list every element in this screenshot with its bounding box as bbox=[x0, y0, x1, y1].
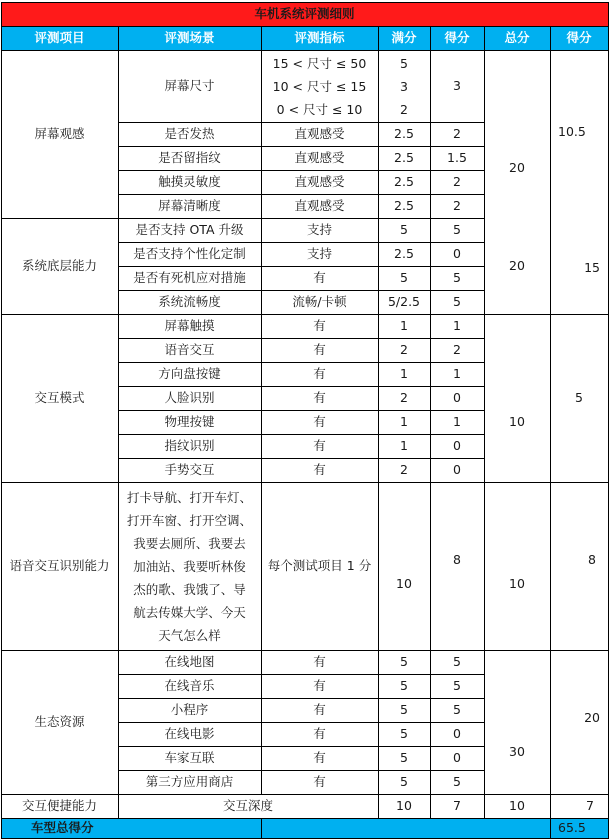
grid-line bbox=[261, 26, 262, 51]
row-score: 2 bbox=[453, 174, 461, 189]
voice-scene-line: 打开车窗、打开空调、 bbox=[126, 512, 252, 528]
row-scene: 手势交互 bbox=[164, 462, 215, 477]
row-metric: 支持 bbox=[306, 222, 332, 237]
category-score: 15 bbox=[584, 260, 600, 275]
grid-line bbox=[261, 818, 262, 839]
grid-line bbox=[118, 26, 119, 51]
grid-line bbox=[1, 482, 485, 483]
row-full: 2.5 bbox=[394, 174, 414, 189]
grid-line bbox=[484, 26, 485, 51]
eco-full: 5 bbox=[400, 654, 408, 669]
row-metric: 有 bbox=[313, 366, 326, 381]
row-score: 2 bbox=[453, 198, 461, 213]
row-scene: 屏幕清晰度 bbox=[158, 198, 221, 213]
grid-line bbox=[484, 650, 609, 651]
table-title: 车机系统评测细则 bbox=[1, 2, 608, 26]
category-total: 10 bbox=[509, 798, 525, 813]
grid-line bbox=[484, 50, 609, 51]
eco-scene: 在线电影 bbox=[164, 726, 215, 741]
eco-scene: 第三方应用商店 bbox=[145, 774, 234, 789]
grid-line bbox=[1, 650, 485, 651]
scene-screen-size: 屏幕尺寸 bbox=[164, 78, 215, 93]
category-score: 5 bbox=[575, 390, 583, 405]
grand-total-value: 65.5 bbox=[550, 818, 608, 838]
row-metric: 流畅/卡顿 bbox=[292, 294, 347, 309]
header-total: 总分 bbox=[484, 26, 550, 50]
eco-scene: 在线地图 bbox=[164, 654, 215, 669]
row-score: 1 bbox=[453, 366, 461, 381]
screen-size-metrics bbox=[261, 50, 378, 122]
voice-score: 8 bbox=[453, 552, 461, 567]
row-full: 1 bbox=[400, 366, 408, 381]
row-score: 0 bbox=[453, 390, 461, 405]
row-scene: 是否发热 bbox=[164, 126, 215, 141]
row-full: 2.5 bbox=[394, 150, 414, 165]
screen-size-metric: 15 < 尺寸 ≤ 50 bbox=[272, 55, 367, 71]
row-score: 0 bbox=[453, 246, 461, 261]
category-name: 屏幕观感 bbox=[34, 126, 85, 141]
grid-line bbox=[430, 50, 431, 819]
voice-metric: 每个测试项目 1 分 bbox=[267, 558, 372, 573]
grid-line bbox=[378, 50, 379, 819]
screen-size-full-value: 3 bbox=[400, 78, 408, 94]
grid-line bbox=[484, 50, 485, 819]
row-metric: 直观感受 bbox=[294, 198, 345, 213]
grid-line bbox=[1, 314, 485, 315]
row-full: 1 bbox=[400, 414, 408, 429]
row-scene: 指纹识别 bbox=[164, 438, 215, 453]
eco-scene: 车家互联 bbox=[164, 750, 215, 765]
row-metric: 有 bbox=[313, 342, 326, 357]
row-score: 2 bbox=[453, 126, 461, 141]
row-metric: 有 bbox=[313, 438, 326, 453]
grand-total-spacer bbox=[261, 818, 550, 838]
row-metric: 有 bbox=[313, 270, 326, 285]
row-metric: 有 bbox=[313, 414, 326, 429]
convenience-scene: 交互深度 bbox=[222, 798, 273, 813]
category-name: 交互模式 bbox=[34, 390, 85, 405]
eco-score: 0 bbox=[453, 726, 461, 741]
eco-score: 5 bbox=[453, 654, 461, 669]
eco-metric: 有 bbox=[313, 750, 326, 765]
row-scene: 是否支持 OTA 升级 bbox=[135, 222, 244, 237]
row-metric: 直观感受 bbox=[294, 126, 345, 141]
screen-size-full bbox=[378, 50, 430, 122]
category-total: 30 bbox=[509, 744, 525, 759]
row-scene: 人脸识别 bbox=[164, 390, 215, 405]
grid-line bbox=[118, 50, 119, 819]
row-score: 5 bbox=[453, 294, 461, 309]
row-score: 1 bbox=[453, 414, 461, 429]
header-score: 得分 bbox=[430, 26, 484, 50]
grid-line bbox=[1, 26, 609, 27]
grid-line bbox=[261, 50, 262, 795]
row-metric: 支持 bbox=[306, 246, 332, 261]
row-full: 2 bbox=[400, 390, 408, 405]
row-score: 2 bbox=[453, 342, 461, 357]
convenience-score: 7 bbox=[453, 798, 461, 813]
voice-scene-line: 加油站、我要听林俊 bbox=[133, 558, 246, 574]
row-full: 2.5 bbox=[394, 198, 414, 213]
row-full: 5 bbox=[400, 222, 408, 237]
row-full: 2.5 bbox=[394, 246, 414, 261]
grid-line bbox=[550, 26, 551, 51]
row-full: 5/2.5 bbox=[387, 294, 421, 309]
category-score: 10.5 bbox=[558, 124, 586, 139]
eco-full: 5 bbox=[400, 678, 408, 693]
row-full: 2.5 bbox=[394, 126, 414, 141]
row-metric: 有 bbox=[313, 462, 326, 477]
eco-metric: 有 bbox=[313, 654, 326, 669]
row-scene: 语音交互 bbox=[164, 342, 215, 357]
row-score: 1.5 bbox=[447, 150, 467, 165]
category-name: 交互便捷能力 bbox=[21, 798, 97, 813]
header-scene: 评测场景 bbox=[118, 26, 261, 50]
eco-score: 5 bbox=[453, 774, 461, 789]
row-scene: 是否有死机应对措施 bbox=[133, 270, 246, 285]
eco-score: 5 bbox=[453, 702, 461, 717]
eco-full: 5 bbox=[400, 774, 408, 789]
grid-line bbox=[608, 2, 609, 839]
row-scene: 是否留指纹 bbox=[158, 150, 221, 165]
voice-scene-line: 我要去厕所、我要去 bbox=[133, 535, 246, 551]
eco-scene: 在线音乐 bbox=[164, 678, 215, 693]
grid-line bbox=[484, 314, 609, 315]
row-scene: 屏幕触摸 bbox=[164, 318, 215, 333]
category-name: 系统底层能力 bbox=[21, 258, 97, 273]
category-total: 20 bbox=[509, 160, 525, 175]
row-full: 2 bbox=[400, 342, 408, 357]
grid-line bbox=[484, 818, 609, 819]
grand-total-label: 车型总得分 bbox=[1, 818, 261, 838]
category-score: 20 bbox=[584, 710, 600, 725]
eco-metric: 有 bbox=[313, 774, 326, 789]
grid-line bbox=[430, 26, 431, 51]
screen-size-metric: 10 < 尺寸 ≤ 15 bbox=[272, 78, 367, 94]
header-full: 满分 bbox=[378, 26, 430, 50]
voice-scene-line: 航去传媒大学、今天 bbox=[133, 604, 246, 620]
category-score: 7 bbox=[586, 798, 594, 813]
row-metric: 直观感受 bbox=[294, 174, 345, 189]
eco-full: 5 bbox=[400, 702, 408, 717]
row-score: 5 bbox=[453, 270, 461, 285]
voice-scene-line: 天气怎么样 bbox=[158, 627, 221, 643]
category-total: 10 bbox=[509, 414, 525, 429]
voice-scene bbox=[118, 482, 261, 650]
header-item: 评测项目 bbox=[1, 26, 118, 50]
grid-line bbox=[1, 218, 485, 219]
convenience-full: 10 bbox=[396, 798, 412, 813]
voice-scene-line: 打卡导航、打开车灯、 bbox=[126, 489, 252, 505]
row-full: 1 bbox=[400, 318, 408, 333]
eco-full: 5 bbox=[400, 750, 408, 765]
row-scene: 是否支持个性化定制 bbox=[133, 246, 246, 261]
row-score: 0 bbox=[453, 462, 461, 477]
row-scene: 系统流畅度 bbox=[158, 294, 221, 309]
grid-line bbox=[550, 50, 551, 819]
eco-metric: 有 bbox=[313, 726, 326, 741]
header-final: 得分 bbox=[550, 26, 608, 50]
category-total: 10 bbox=[509, 576, 525, 591]
row-metric: 直观感受 bbox=[294, 150, 345, 165]
header-metric: 评测指标 bbox=[261, 26, 378, 50]
eco-score: 0 bbox=[453, 750, 461, 765]
row-score: 1 bbox=[453, 318, 461, 333]
row-scene: 方向盘按键 bbox=[158, 366, 221, 381]
grid-line bbox=[1, 2, 609, 3]
row-metric: 有 bbox=[313, 390, 326, 405]
row-scene: 触摸灵敏度 bbox=[158, 174, 221, 189]
eco-metric: 有 bbox=[313, 702, 326, 717]
row-full: 1 bbox=[400, 438, 408, 453]
row-score: 5 bbox=[453, 222, 461, 237]
row-metric: 有 bbox=[313, 318, 326, 333]
grid-line bbox=[1, 794, 485, 795]
grid-line bbox=[550, 818, 551, 839]
row-scene: 物理按键 bbox=[164, 414, 215, 429]
grid-line bbox=[1, 2, 2, 839]
grid-line bbox=[1, 838, 609, 839]
grid-line bbox=[484, 482, 609, 483]
row-full: 2 bbox=[400, 462, 408, 477]
screen-size-full-value: 2 bbox=[400, 101, 408, 117]
eco-metric: 有 bbox=[313, 678, 326, 693]
eco-score: 5 bbox=[453, 678, 461, 693]
eco-full: 5 bbox=[400, 726, 408, 741]
screen-size-metric: 0 < 尺寸 ≤ 10 bbox=[276, 101, 363, 117]
grid-line bbox=[378, 26, 379, 51]
category-score: 8 bbox=[588, 552, 596, 567]
screen-size-full-value: 5 bbox=[400, 55, 408, 71]
voice-full: 10 bbox=[396, 576, 412, 591]
row-score: 0 bbox=[453, 438, 461, 453]
screen-size-score: 3 bbox=[453, 78, 461, 93]
grid-line bbox=[1, 818, 485, 819]
grid-line bbox=[484, 794, 609, 795]
voice-scene-line: 杰的歌、我饿了、导 bbox=[133, 581, 246, 597]
eco-scene: 小程序 bbox=[170, 702, 209, 717]
row-full: 5 bbox=[400, 270, 408, 285]
category-name: 语音交互识别能力 bbox=[9, 558, 110, 573]
category-name: 生态资源 bbox=[34, 714, 85, 729]
category-total: 20 bbox=[509, 258, 525, 273]
